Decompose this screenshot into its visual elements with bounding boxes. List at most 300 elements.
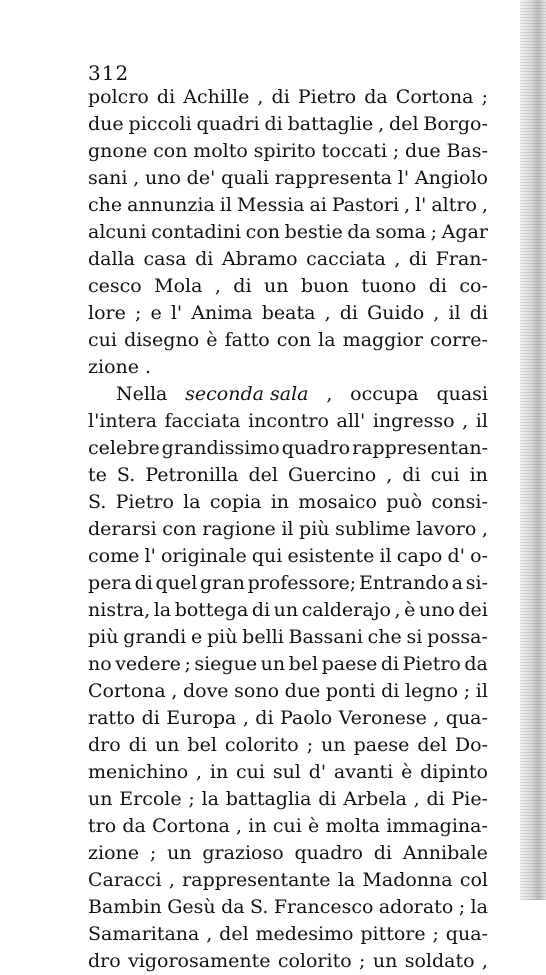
word: paese (321, 653, 378, 675)
word: gnone (88, 140, 148, 162)
word: Fran- (435, 248, 488, 270)
word: ingresso (372, 410, 455, 432)
text-line (88, 111, 488, 138)
word: di (233, 275, 252, 297)
word: Agar (441, 221, 488, 243)
word: la (183, 491, 201, 513)
word: Cortona (395, 86, 474, 108)
word: grazioso (202, 842, 284, 864)
word: cui (236, 761, 265, 783)
word: , (324, 302, 331, 324)
word: paese (353, 734, 410, 756)
word: ; (432, 923, 439, 945)
word: ; (149, 842, 157, 864)
word: un (88, 788, 113, 810)
word: uno (144, 167, 181, 189)
word: possa- (427, 626, 488, 648)
word: Abramo (221, 248, 298, 270)
word: Entrando (358, 572, 449, 594)
word: ; (481, 86, 488, 108)
word: Pastori (331, 194, 400, 216)
word: contadini (151, 221, 242, 243)
word: da (347, 221, 371, 243)
word: la (201, 788, 219, 810)
word: Madonna (362, 869, 453, 891)
word: Guercino (288, 464, 377, 486)
text-line (88, 354, 488, 381)
word: originale (160, 545, 247, 567)
word: beata (261, 302, 316, 324)
word: dove (182, 680, 229, 702)
word: Annibale (402, 842, 488, 864)
word: la (153, 599, 172, 621)
word: de' (186, 167, 216, 189)
word: in (209, 761, 229, 783)
word: e (190, 626, 203, 648)
word: vedere (115, 653, 181, 675)
word: qua- (445, 707, 488, 729)
word: uno (418, 599, 455, 621)
word: ; (392, 140, 400, 162)
word: da (122, 815, 146, 837)
word: quasi (436, 383, 488, 405)
text-line (88, 570, 488, 597)
word: ; (463, 680, 471, 702)
word: in (270, 491, 290, 513)
text-line (88, 813, 488, 840)
word: l'intera (88, 410, 157, 432)
word: a (451, 572, 463, 594)
word: di (141, 707, 160, 729)
word: di (264, 113, 283, 135)
word: qua- (445, 923, 488, 945)
word: Borgo- (423, 113, 488, 135)
word: da (364, 86, 388, 108)
text-line (88, 786, 488, 813)
word: l' (170, 302, 183, 324)
text-line (88, 516, 488, 543)
word: del (417, 734, 447, 756)
word: Pie- (451, 788, 488, 810)
word: avanti (333, 761, 394, 783)
word: di (373, 842, 393, 864)
word: Angiolo (414, 167, 488, 189)
word: , (394, 599, 401, 621)
text-line (88, 435, 488, 462)
word: dipinto (420, 761, 488, 783)
word: immagina- (386, 815, 488, 837)
word: ; (184, 653, 191, 675)
word: di (156, 86, 176, 108)
word: medesimo (255, 923, 354, 945)
word: , (242, 707, 249, 729)
word: soma (375, 221, 426, 243)
text-line (88, 300, 488, 327)
word: ; (306, 734, 314, 756)
text-line (88, 462, 488, 489)
word: facciata (164, 410, 241, 432)
word: con (245, 221, 280, 243)
word: sul (272, 761, 301, 783)
word: Petronilla (145, 464, 239, 486)
word: dei (458, 599, 488, 621)
word: polcro (88, 86, 149, 108)
word: menichino (88, 761, 189, 783)
word: cesco (88, 275, 142, 297)
word: , (196, 761, 203, 783)
word: seconda sala (185, 383, 309, 405)
word: casa (143, 248, 187, 270)
word: no (88, 653, 112, 675)
word: Europa (166, 707, 237, 729)
word: molta (325, 815, 380, 837)
word: quadro (281, 437, 351, 459)
word: quali (221, 167, 269, 189)
word: con (153, 140, 188, 162)
word: fatto (224, 329, 270, 351)
word: vigorosamente (128, 950, 271, 972)
word: due (405, 140, 441, 162)
word: , (404, 194, 411, 216)
word: derarsi (88, 518, 157, 540)
word: di (426, 788, 445, 810)
text-line (88, 948, 488, 975)
word: il (448, 302, 461, 324)
word: belli (242, 626, 284, 648)
word: ai (309, 194, 327, 216)
word: l' (397, 167, 410, 189)
word: adorato (378, 896, 454, 918)
word: Paolo (279, 707, 333, 729)
text-line (88, 597, 488, 624)
word: celebre (88, 437, 160, 459)
word: è (308, 815, 320, 837)
word: colorito (224, 734, 299, 756)
word: di (408, 248, 428, 270)
word: incontro (248, 410, 329, 432)
word: Pietro (115, 491, 174, 513)
word: Bambin (88, 896, 162, 918)
text-line (88, 624, 488, 651)
word: o- (470, 545, 488, 567)
word: , (462, 410, 469, 432)
word: molto (193, 140, 248, 162)
word: disegno (124, 329, 200, 351)
word: Caracci (88, 869, 162, 891)
word: Pietro (402, 653, 461, 675)
word: soldato (404, 950, 475, 972)
word: che (88, 194, 123, 216)
word: Cortona (152, 815, 230, 837)
word: battaglia (225, 788, 312, 810)
word: S. (250, 896, 269, 918)
word: rappresentan- (352, 437, 488, 459)
word: quel (155, 572, 198, 594)
word: sono (234, 680, 280, 702)
text-line (88, 408, 488, 435)
word: si (406, 626, 423, 648)
word: la (318, 329, 336, 351)
word: che (367, 626, 402, 648)
word: , (133, 167, 140, 189)
word: più (299, 518, 330, 540)
word: pittore (360, 923, 426, 945)
word: si- (465, 572, 488, 594)
word: Veronese (338, 707, 427, 729)
word: un (154, 734, 180, 756)
word: zione (88, 842, 140, 864)
word: alcuni (88, 221, 147, 243)
word: l' (144, 545, 156, 567)
word: come (88, 545, 140, 567)
text-line (88, 219, 488, 246)
word: piccoli (128, 113, 192, 135)
word: , (171, 680, 178, 702)
word: col (459, 869, 488, 891)
word: Guido (367, 302, 425, 324)
word: di (128, 734, 147, 756)
word: Mola (154, 275, 203, 297)
word: pera (88, 572, 132, 594)
word: di (469, 302, 488, 324)
body-text (88, 84, 488, 975)
word: Bas- (446, 140, 488, 162)
word: cui (430, 464, 460, 486)
word: , (481, 194, 488, 216)
word: bottega (174, 599, 249, 621)
word: bel (187, 734, 217, 756)
word: è (401, 761, 413, 783)
word: , (394, 248, 401, 270)
word: mosaico (298, 491, 377, 513)
word: in (469, 464, 488, 486)
word: Anima (191, 302, 253, 324)
word: un (263, 275, 289, 297)
word: S. (88, 491, 107, 513)
word: il (475, 410, 488, 432)
word: cacciata (306, 248, 386, 270)
word: di (134, 572, 153, 594)
word: due (284, 680, 321, 702)
word: , (481, 518, 488, 540)
word: grandi (123, 626, 187, 648)
word: , (326, 383, 333, 405)
word: la (470, 896, 488, 918)
word: un (273, 599, 299, 621)
text-line (88, 273, 488, 300)
word: . (145, 356, 152, 378)
word: , (433, 707, 440, 729)
word: corre- (430, 329, 488, 351)
word: gran (200, 572, 245, 594)
word: quadri (196, 113, 260, 135)
word: ; (359, 950, 366, 972)
word: più (88, 626, 119, 648)
word: Pietro (297, 86, 357, 108)
word: , (481, 950, 488, 972)
word: la (337, 869, 356, 891)
word: legno (404, 680, 459, 702)
word: del (248, 464, 278, 486)
word: cui (88, 329, 117, 351)
word: rappresenta (274, 167, 392, 189)
word: con (276, 329, 312, 351)
text-line (88, 543, 488, 570)
word: il (281, 518, 294, 540)
book-gutter-edge (520, 0, 546, 900)
word: Samaritana (88, 923, 200, 945)
text-line (88, 489, 488, 516)
word: più (206, 626, 238, 648)
word: e (150, 302, 162, 324)
text-line (88, 246, 488, 273)
word: da (464, 653, 488, 675)
word: Do- (454, 734, 488, 756)
word: , (206, 923, 213, 945)
word: , (257, 86, 264, 108)
word: lore (88, 302, 126, 324)
text-line (88, 192, 488, 219)
text-line (88, 651, 488, 678)
word: un (321, 734, 346, 756)
word: d' (447, 545, 465, 567)
word: professore; (247, 572, 357, 594)
word: esistente (287, 545, 375, 567)
word: di (195, 248, 214, 270)
word: due (88, 113, 124, 135)
text-line (88, 381, 488, 408)
word: consi- (431, 491, 488, 513)
word: calderajo (301, 599, 391, 621)
word: , (214, 275, 221, 297)
word: d' (308, 761, 327, 783)
word: bel (288, 653, 319, 675)
word: in (248, 815, 267, 837)
word: spirito (253, 140, 316, 162)
word: maggior (342, 329, 423, 351)
word: Messia (236, 194, 305, 216)
word: ragione (202, 518, 276, 540)
text-line (88, 327, 488, 354)
word: un (260, 653, 286, 675)
word: sani (88, 167, 128, 189)
word: può (386, 491, 423, 513)
word: sublime (335, 518, 411, 540)
word: ; (458, 896, 466, 918)
word: con (162, 518, 197, 540)
word: siegue (194, 653, 258, 675)
word: ponti (325, 680, 376, 702)
word: è (404, 599, 416, 621)
word: Achille (183, 86, 250, 108)
word: , (386, 464, 393, 486)
word: nistra, (88, 599, 151, 621)
word: del (219, 923, 249, 945)
word: co- (459, 275, 488, 297)
word: del (389, 113, 419, 135)
word: tro (88, 815, 117, 837)
word: grandissimo (161, 437, 280, 459)
word: un (372, 950, 398, 972)
word: tuono (361, 275, 417, 297)
word: Francesco (273, 896, 374, 918)
word: di (339, 302, 358, 324)
text-line (88, 732, 488, 759)
word: copia (209, 491, 262, 513)
word: lavoro (416, 518, 477, 540)
word: Ercole (119, 788, 182, 810)
word: Bassani (288, 626, 363, 648)
word: dro (88, 950, 121, 972)
word: annunzia (127, 194, 215, 216)
word: di (271, 86, 290, 108)
word: quadro (294, 842, 363, 864)
word: il (219, 194, 232, 216)
word: Cortona (88, 680, 166, 702)
word: colorito (277, 950, 352, 972)
word: Arbela (343, 788, 407, 810)
text-line (88, 894, 488, 921)
word: di (251, 599, 271, 621)
word: è (206, 329, 218, 351)
page-number: 312 (88, 61, 130, 85)
word: battaglie (287, 113, 374, 135)
word: Nella (116, 383, 168, 405)
text-line (88, 165, 488, 192)
word: di (380, 653, 400, 675)
word: ; (134, 302, 142, 324)
word: ; (430, 221, 438, 243)
word: di (381, 680, 400, 702)
word: buon (300, 275, 349, 297)
word: un (167, 842, 192, 864)
text-line (88, 759, 488, 786)
word: da (221, 896, 245, 918)
word: toccati (321, 140, 388, 162)
text-line (88, 138, 488, 165)
word: te (88, 464, 107, 486)
word: di (318, 788, 337, 810)
word: , (378, 113, 385, 135)
word: di (255, 707, 274, 729)
word: il (379, 545, 392, 567)
word: bestie (284, 221, 343, 243)
word: il (475, 680, 488, 702)
word: dalla (88, 248, 135, 270)
word: ratto (88, 707, 136, 729)
word: , (236, 815, 243, 837)
word: , (168, 869, 175, 891)
word: zione (88, 356, 140, 378)
word: di (428, 275, 447, 297)
word: dro (88, 734, 121, 756)
word: l' (415, 194, 427, 216)
word: di (402, 464, 421, 486)
word: , (413, 788, 420, 810)
word: capo (396, 545, 443, 567)
text-line (88, 840, 488, 867)
word: altro (431, 194, 477, 216)
text-line (88, 867, 488, 894)
text-line (88, 921, 488, 948)
word: rappresentante (182, 869, 331, 891)
text-line (88, 678, 488, 705)
word: , (433, 302, 440, 324)
word: Gesù (167, 896, 216, 918)
word: ; (188, 788, 195, 810)
word: cui (272, 815, 302, 837)
word: all' (336, 410, 366, 432)
